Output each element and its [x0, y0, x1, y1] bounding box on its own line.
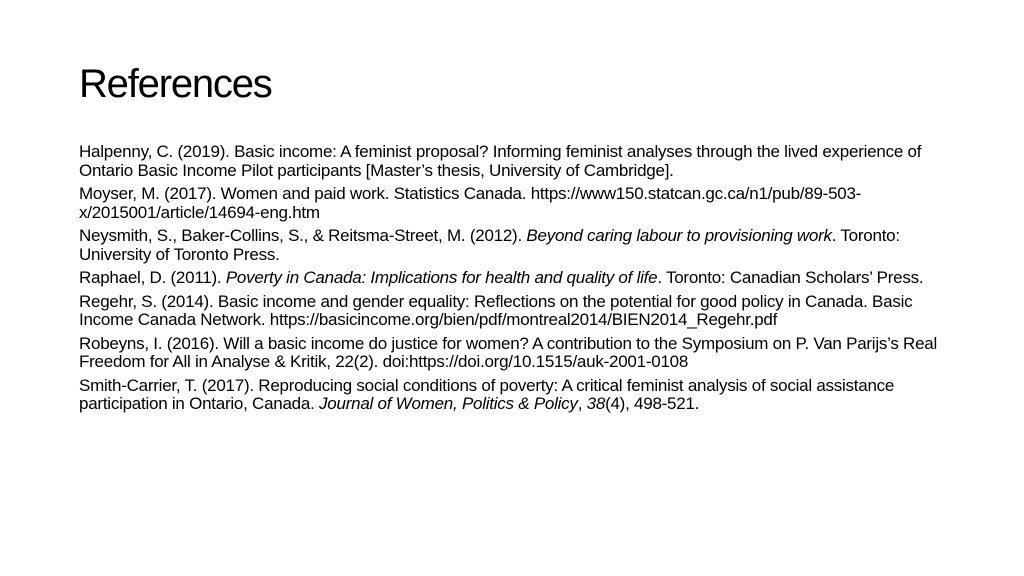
- journal-name-italic: Journal of Women, Politics & Policy: [319, 394, 578, 413]
- slide-title: References: [79, 62, 272, 106]
- reference-item: [79, 143, 959, 180]
- reference-title-italic: Beyond caring labour to provisioning work: [526, 226, 832, 245]
- reference-text: Neysmith, S., Baker-Collins, S., & Reitsma-Street, M. (2012).: [79, 226, 527, 245]
- reference-list: [79, 143, 959, 419]
- reference-text: . Toronto: Canadian Scholars’ Press.: [657, 268, 924, 287]
- reference-item: [79, 227, 959, 264]
- reference-text: ,: [577, 394, 587, 413]
- reference-item: [79, 377, 959, 414]
- reference-text: Smith-Carrier, T. (2017). Reproducing social conditions of poverty: A critical feminist analysis of social assistance participation in Ontario, Canada.: [79, 375, 895, 413]
- reference-item: [79, 185, 959, 222]
- reference-item: [79, 335, 959, 372]
- reference-text: Moyser, M. (2017). Women and paid work. Statistics Canada. https://www150.statcan.gc.ca/n1/pub/89-503-x/2015001/article/14694-eng.htm: [79, 184, 862, 222]
- reference-text: Raphael, D. (2011).: [79, 268, 226, 287]
- reference-item: [79, 293, 959, 330]
- reference-title-italic: Poverty in Canada: Implications for health and quality of life: [225, 268, 658, 287]
- reference-text: . Toronto: University of Toronto Press.: [79, 226, 900, 264]
- reference-text: (4), 498-521.: [605, 394, 700, 413]
- volume-italic: 38: [586, 394, 606, 413]
- reference-text: Regehr, S. (2014). Basic income and gender equality: Reflections on the potential for good policy in Canada. Basic Income Canada Network. https://basicincome.org/bien/pdf/montreal2014/BIEN2014_Regehr.pdf: [79, 291, 913, 329]
- reference-item: [79, 269, 959, 288]
- reference-text: Halpenny, C. (2019). Basic income: A feminist proposal? Informing feminist analyses through the lived experience of Ontario Basic Income Pilot participants [Master’s thesis, University of Cambridge].: [79, 142, 922, 180]
- reference-text: Robeyns, I. (2016). Will a basic income do justice for women? A contribution to the Symposium on P. Van Parijs’s Real Freedom for All in Analyse & Kritik, 22(2). doi:https://doi.org/10.1515/auk-2001-0108: [79, 333, 938, 371]
